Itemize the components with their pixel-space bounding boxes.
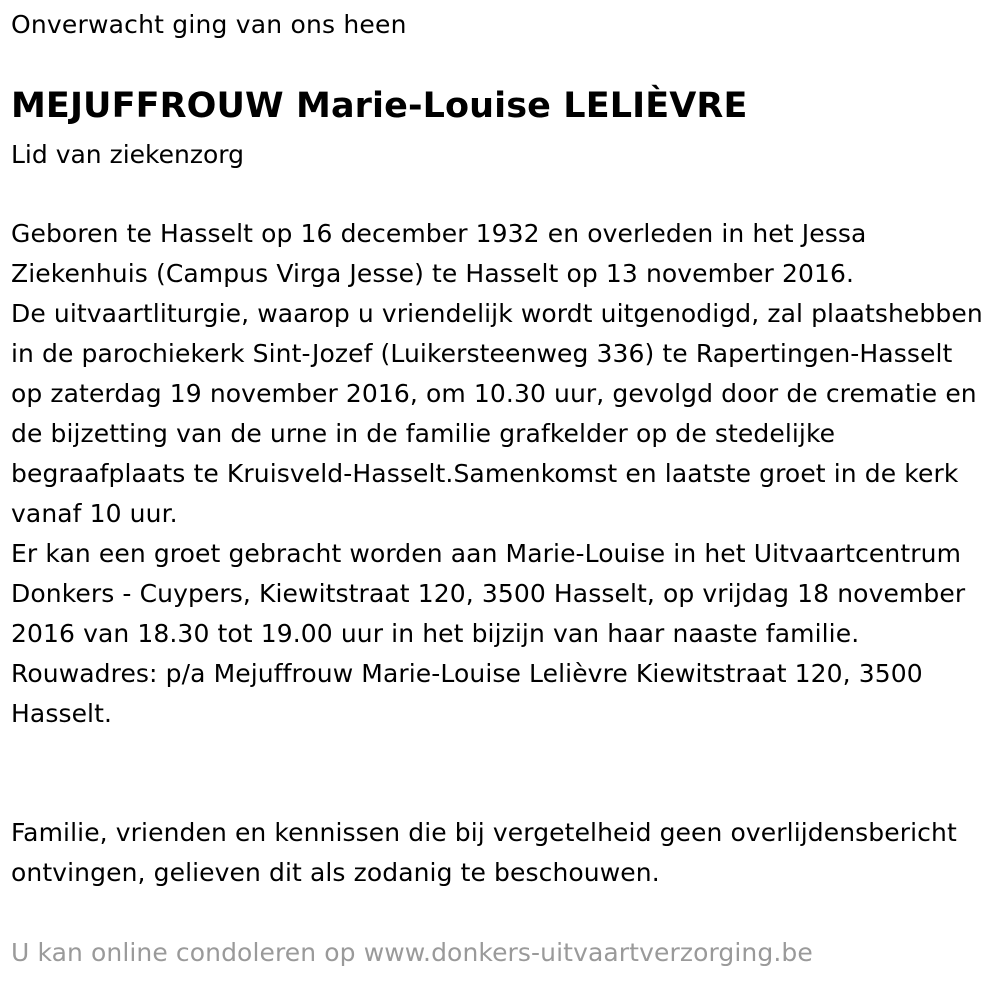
deceased-name: MEJUFFROUW Marie-Louise LELIÈVRE [11, 86, 748, 126]
online-condolence-line: U kan online condoleren op www.donkers-uitvaartverzorging.be [11, 938, 813, 967]
funeral-paragraph: De uitvaartliturgie, waarop u vriendelijk wordt uitgenodigd, zal plaatshebben in de parochiekerk Sint-Jozef (Luikersteenweg 336) te Rapertingen-Hasselt op zaterdag 19 november 2016, om 10.30 uur, gevolgd door de crematie en de bijzetting van de urne in de familie grafkelder op de stedelijke begraafplaats te Kruisveld-Hasselt.Samenkomst en laatste groet in de kerk vanaf 10 uur. [11, 299, 983, 528]
closing-paragraph: Familie, vrienden en kennissen die bij vergetelheid geen overlijdensbericht ontvingen, gelieven dit als zodanig te beschouwen. [11, 818, 957, 887]
visitation-paragraph: Er kan een groet gebracht worden aan Marie-Louise in het Uitvaartcentrum Donkers - Cuypers, Kiewitstraat 120, 3500 Hasselt, op vrijdag 18 november 2016 van 18.30 tot 19.00 uur in het bijzijn van haar naaste familie. [11, 539, 966, 648]
closing-block [11, 813, 986, 893]
notice-body [11, 214, 986, 734]
birth-death-paragraph: Geboren te Hasselt op 16 december 1932 en overleden in het Jessa Ziekenhuis (Campus Virga Jesse) te Hasselt op 13 november 2016. [11, 219, 867, 288]
mourning-address-paragraph: Rouwadres: p/a Mejuffrouw Marie-Louise Lelièvre Kiewitstraat 120, 3500 Hasselt. [11, 659, 923, 728]
subtitle: Lid van ziekenzorg [11, 140, 244, 169]
intro-line: Onverwacht ging van ons heen [11, 10, 407, 39]
